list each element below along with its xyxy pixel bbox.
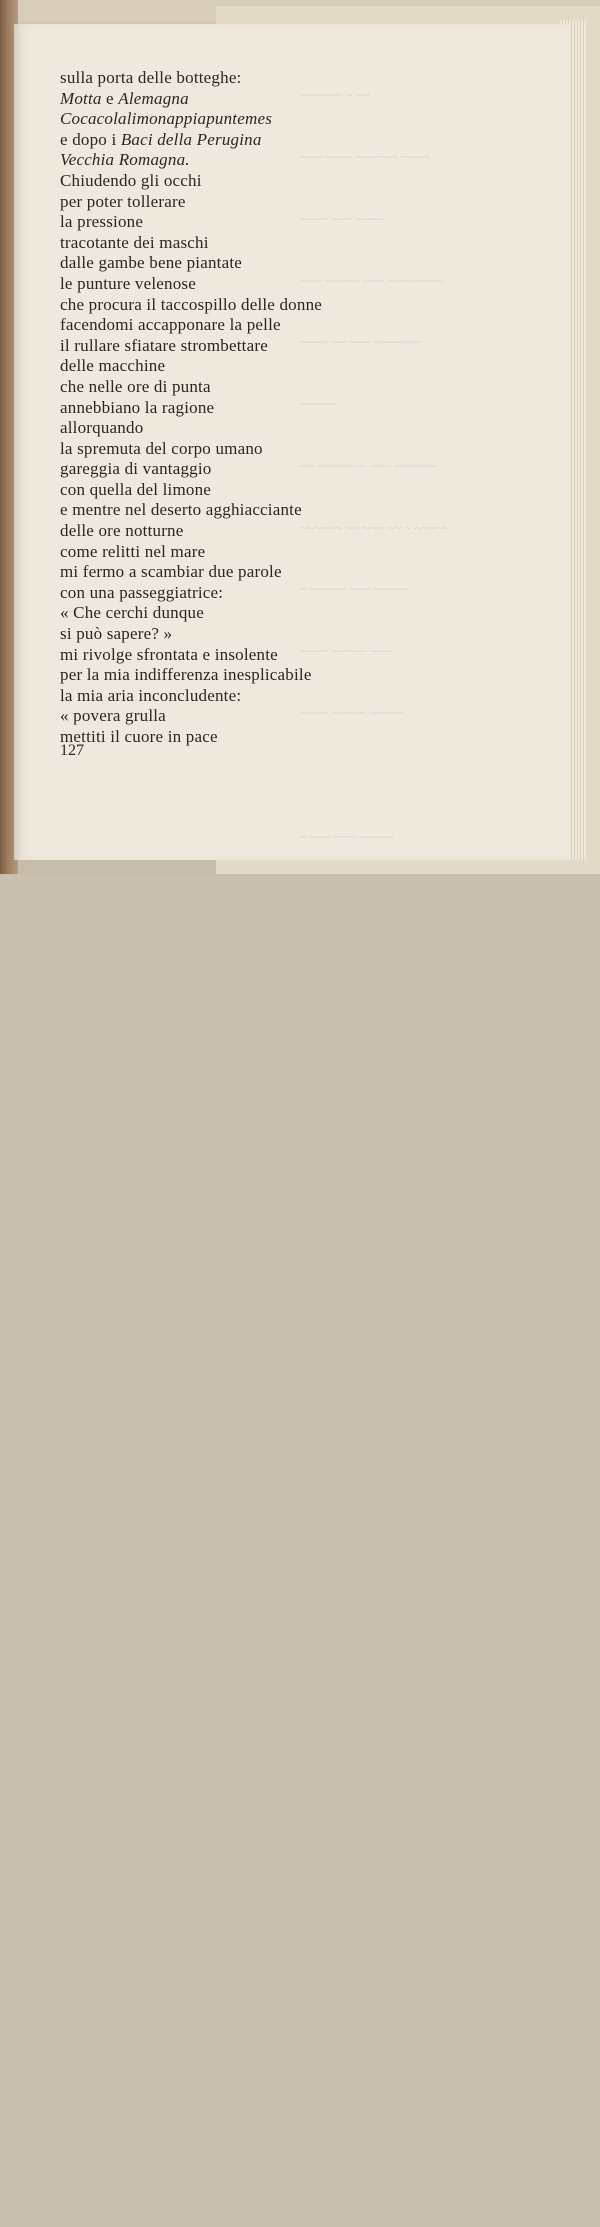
poem-text — [60, 68, 322, 748]
poem-line: per la mia indifferenza inesplicabile — [60, 665, 312, 685]
line-text: e dopo i — [60, 129, 121, 149]
poem-line: delle ore notturne — [60, 521, 184, 541]
poem-line: « Che cerchi dunque — [60, 603, 205, 623]
poem-line: che procura il taccospillo delle donne — [60, 294, 323, 314]
poem-line: Vecchia Romagna. — [60, 150, 190, 170]
poem-line: gareggia di vantaggio — [60, 459, 212, 479]
brand-name: Motta — [60, 88, 102, 108]
poem-line: la spremuta del corpo umano — [60, 438, 263, 458]
poem-line: mi rivolge sfrontata e insolente — [60, 644, 278, 664]
poem-line: per poter tollerare — [60, 191, 186, 211]
poem-line: la pressione — [60, 212, 144, 232]
poem-line: delle macchine — [60, 356, 166, 376]
show-through-text: ~~~~~~ ~ ~~ ~~~ ~~~~ ~~~~~~ ~~~~ ~~~~ ~~~ ~~~~ ~~~ ~~~~~ ~~~ ~~~~~~~~ ~~~~ ~~ ~~~ ~~~~~~~ ~~~~~ ~~ ~~~~~~~ ~~~ ~~~~~~ ~~~~~~ ~~ ~~~ ~~ ~ ~~~~~ ~ ~~~~~ ~~~ ~~~~~ ~~~~ ~~~~~ ~~~ ~~~~ ~~~~~ ~~~~~ ~ ~~~ ~~~ ~~~~~ ~ ~~~~~ ~~ ~~ ~~~~ ~~ ~ ~~~~~ ~ ~~~~~~~ ~~~ ~~ ~~~~ ~~~~~~~~ ~~ ~~~~~~ ~~~~~~~~ ~~~~~~~~~ ~~ ~~~~~~~ ~~~~~~ ~~ ~~~~~ ~~~~~~ ~~~~~~~ ~~~~ ~~ ~~~ ~~~~~~ ~~ ~~~~ ~~~~~~~ ~~~~~ ~ ~~~~~~~ ~~~~ ~~ ~~~~ ~~~~~~~~ ~~~~ ~~~~~~~ ~~ ~~~~ ~~~~~~ ~~~~~~~ ~~~ ~~~ ~~~~~~ ~~~~ ~~ ~~~~ ~~ ~~~~~~ ~~ ~~~~~ ~~ ~~~~~ ~~~~~ ~~ ~~~~ ~~~ ~ ~~~~~~ ~~ ~~~~~ ~~~~ ~~~~ ~~ ~~ ~~~~ ~~~ ~~~~ ~~~~ ~~~ ~~~~ ~~~~ ~~~~~~~ ~~ ~~~ ~~~~ ~~ — [300, 87, 486, 2203]
poem-line: Cocacolalimonappiapuntemes — [60, 109, 273, 129]
poem-line — [60, 89, 322, 110]
poem-line: sulla porta delle botteghe: — [60, 68, 242, 87]
poem-line: con una passeggiatrice: — [60, 582, 224, 602]
poem-line: « povera grulla — [60, 706, 166, 726]
poem-line: la mia aria inconcludente: — [60, 685, 242, 705]
poem-line: mettiti il cuore in pace — [60, 727, 218, 746]
poem-line: Chiudendo gli occhi — [60, 170, 202, 190]
poem-line: facendomi accapponare la pelle — [60, 315, 281, 335]
poem-line: con quella del limone — [60, 479, 212, 499]
conjunction: e — [101, 88, 119, 108]
brand-name: Alemagna — [118, 88, 189, 108]
poem-line: si può sapere? » — [60, 624, 173, 644]
poem-line: il rullare sfiatare strombettare — [60, 335, 268, 355]
poem-line: mi fermo a scambiar due parole — [60, 562, 282, 582]
poem-line — [60, 130, 322, 151]
poem-line: che nelle ore di punta — [60, 376, 211, 396]
poem-line: le punture velenose — [60, 273, 196, 293]
poem-line: come relitti nel mare — [60, 541, 206, 561]
poem-line: annebbiano la ragione — [60, 397, 215, 417]
poem-line: tracotante dei maschi — [60, 232, 209, 252]
page-number: 127 — [60, 742, 84, 759]
brand-name: Baci della Perugina — [120, 129, 262, 149]
poem-line: e mentre nel deserto agghiacciante — [60, 500, 302, 520]
poem-line: dalle gambe bene piantate — [60, 253, 242, 273]
poem-line: allorquando — [60, 418, 144, 438]
